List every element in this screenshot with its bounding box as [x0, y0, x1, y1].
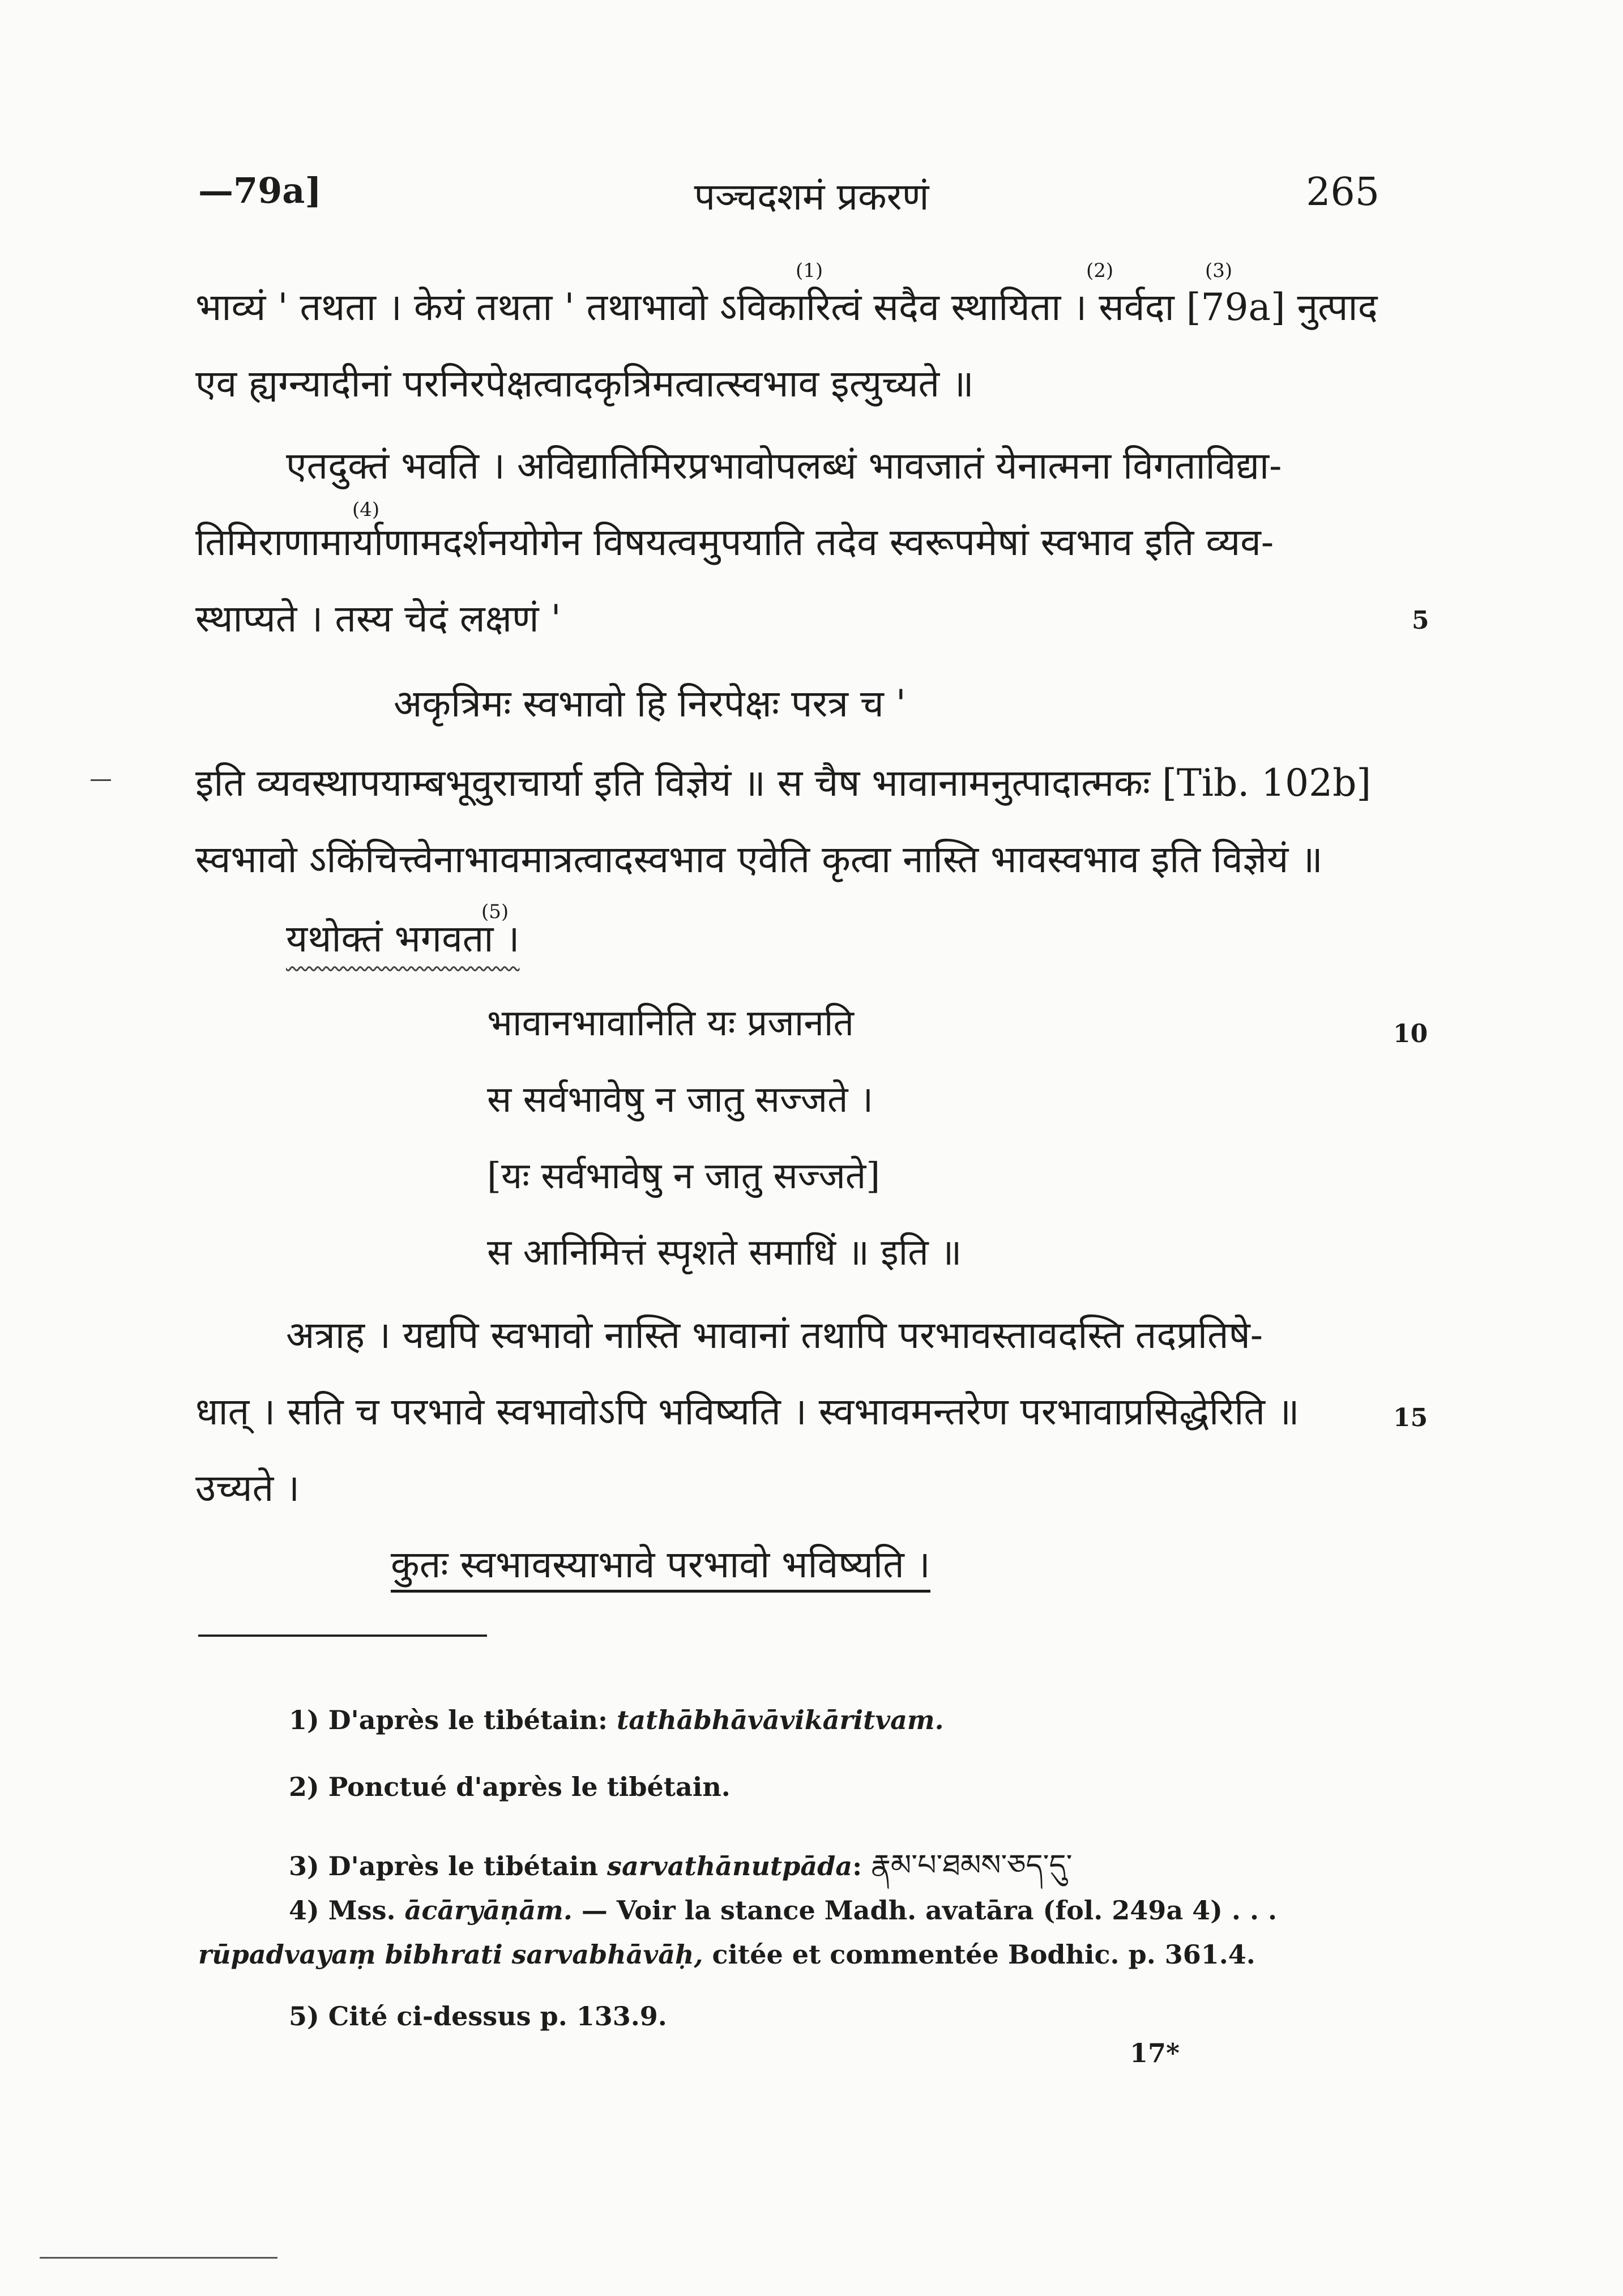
text-line: अत्राह । यद्यपि स्वभावो नास्ति भावानां तथापि परभावस्तावदस्ति तदप्रतिषे-	[286, 1313, 1263, 1357]
text-line: एव ह्यग्न्यादीनां परनिरपेक्षत्वादकृत्रिमत्वात्स्वभाव इत्युच्यते ॥	[195, 362, 974, 406]
header-folio-ref: —79a]	[198, 170, 322, 211]
footnote-mark-1: (1)	[796, 259, 823, 282]
karika-line	[391, 1543, 930, 1586]
footnote-4: 4) Mss. ācāryāṇām. — Voir la stance Madh. avatāra (fol. 249a 4) . . .	[289, 1895, 1277, 1926]
citation-intro-text: यथोक्तं भगवता ।	[286, 917, 520, 961]
footnote-5: 5) Cité ci-dessus p. 133.9.	[289, 2001, 667, 2032]
verse-line: स सर्वभावेषु न जातु सज्जते ।	[487, 1079, 874, 1121]
bottom-edge-line	[40, 2257, 277, 2259]
text-line: स्थाप्यते । तस्य चेदं लक्षणं '	[195, 597, 561, 641]
text-line: एतदुक्तं भवति । अविद्यातिमिरप्रभावोपलब्धं भावजातं येनात्मना विगताविद्या-	[286, 444, 1282, 488]
footnote-mark-4: (4)	[352, 498, 380, 521]
text-line: स्वभावो ऽकिंचित्त्वेनाभावमात्रत्वादस्वभाव एवेति कृत्वा नास्ति भावस्वभाव इति विज्ञेयं ॥	[195, 838, 1323, 881]
text-line: उच्यते ।	[195, 1466, 300, 1510]
verse-line: [यः सर्वभावेषु न जातु सज्जते]	[487, 1155, 881, 1197]
verse-line: भावानभावानिति यः प्रजानति	[487, 1002, 854, 1044]
margin-mark	[91, 779, 111, 781]
quoted-verse-line: अकृत्रिमः स्वभावो हि निरपेक्षः परत्र च '	[394, 682, 906, 725]
signature-mark: 17*	[1130, 2038, 1180, 2068]
footnote-1: 1) D'après le tibétain: tathābhāvāvikāritvam.	[289, 1705, 944, 1735]
footnote-mark-3: (3)	[1205, 259, 1233, 282]
footnote-2: 2) Ponctué d'après le tibétain.	[289, 1772, 731, 1802]
verse-line: स आनिमित्तं स्पृशते समाधिं ॥ इति ॥	[487, 1232, 962, 1274]
footnote-3: 3) D'après le tibétain sarvathānutpāda: རྣམ་པ་ཐམས་ཅད་དུ་	[289, 1849, 1073, 1883]
page-number: 265	[1306, 170, 1379, 215]
header-chapter-title: पञ्चदशमं प्रकरणं	[694, 175, 929, 219]
tibetan-text: རྣམ་པ་ཐམས་ཅད་དུ་	[871, 1849, 1073, 1883]
text-line: तिमिराणामार्याणामदर्शनयोगेन विषयत्वमुपयाति तदेव स्वरूपमेषां स्वभाव इति व्यव-	[195, 520, 1274, 564]
footnote-mark-2: (2)	[1086, 259, 1114, 282]
footnote-mark-5: (5)	[481, 901, 509, 923]
karika-text: कुतः स्वभावस्याभावे परभावो भविष्यति ।	[391, 1543, 930, 1593]
citation-intro	[286, 917, 520, 961]
text-line: भाव्यं ' तथता । केयं तथता ' तथाभावो ऽविकारित्वं सदैव स्थायिता । सर्वदा [79a] नुत्पाद	[195, 285, 1378, 329]
line-number-15: 15	[1393, 1403, 1428, 1432]
text-line: इति व्यवस्थापयाम्बभूवुराचार्या इति विज्ञेयं ॥ स चैष भावानामनुत्पादात्मकः [Tib. 102b]	[195, 761, 1372, 805]
line-number-10: 10	[1393, 1019, 1428, 1048]
text-line: धात् । सति च परभावे स्वभावोऽपि भविष्यति । स्वभावमन्तरेण परभावाप्रसिद्धेरिति ॥	[195, 1390, 1300, 1433]
footnote-4-continued: rūpadvayaṃ bibhrati sarvabhāvāḥ, citée et commentée Bodhic. p. 361.4.	[198, 1939, 1255, 1970]
line-number-5: 5	[1412, 606, 1429, 635]
footnote-separator	[198, 1634, 487, 1637]
